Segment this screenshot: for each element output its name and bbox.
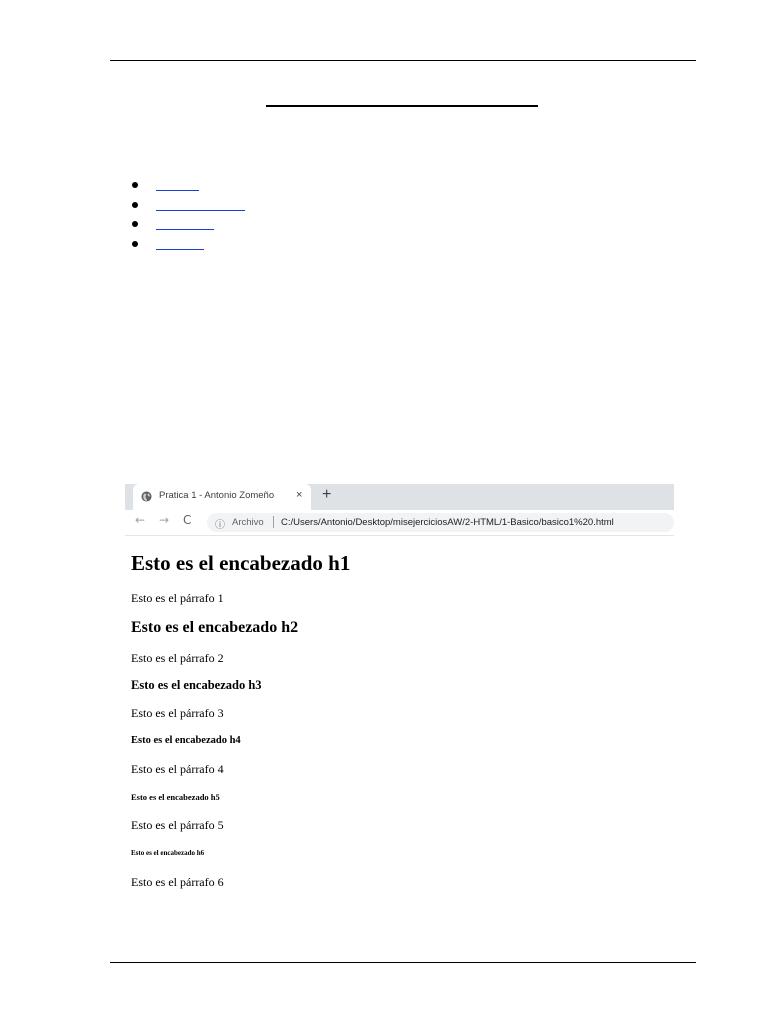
toc-link[interactable] [156,190,199,191]
globe-icon [141,491,152,502]
browser-tab[interactable] [133,484,311,510]
paragraph-4: Esto es el párrafo 4 [131,762,224,776]
title-underline [266,105,538,107]
browser-toolbar [125,510,674,536]
footer-rule [110,962,696,963]
paragraph-5: Esto es el párrafo 5 [131,818,224,832]
heading-h4: Esto es el encabezado h4 [131,735,241,746]
scheme-label: Archivo [232,517,264,528]
bullet-icon [132,221,138,227]
new-tab-button[interactable]: + [322,486,332,503]
reload-icon[interactable]: C [183,513,192,527]
paragraph-3: Esto es el párrafo 3 [131,706,224,720]
paragraph-6: Esto es el párrafo 6 [131,875,224,889]
close-icon[interactable]: × [296,489,303,501]
browser-screenshot [125,484,674,904]
bullet-icon [132,182,138,188]
paragraph-2: Esto es el párrafo 2 [131,651,224,665]
heading-h2: Esto es el encabezado h2 [131,619,299,636]
bullet-icon [132,202,138,208]
toc-link[interactable] [156,210,245,211]
paragraph-1: Esto es el párrafo 1 [131,591,224,605]
back-icon[interactable]: ← [135,513,146,527]
url-text[interactable]: C:/Users/Antonio/Desktop/misejerciciosAW/2-HTML/1-Basico/basico1%20.html [281,517,614,528]
forward-icon[interactable]: → [159,513,170,527]
info-icon[interactable]: ⓘ [215,520,225,531]
heading-h3: Esto es el encabezado h3 [131,678,262,692]
header-rule [110,60,696,61]
heading-h5: Esto es el encabezado h5 [131,792,220,802]
tab-strip [125,484,674,510]
heading-h1: Esto es el encabezado h1 [131,551,351,575]
tab-title: Pratica 1 - Antonio Zomeño [159,490,275,501]
address-separator [273,516,274,528]
toc-link[interactable] [156,229,214,230]
heading-h6: Esto es el encabezado h6 [131,849,205,857]
bullet-icon [132,241,138,247]
toc-link[interactable] [156,249,204,250]
address-bar[interactable] [207,513,674,532]
